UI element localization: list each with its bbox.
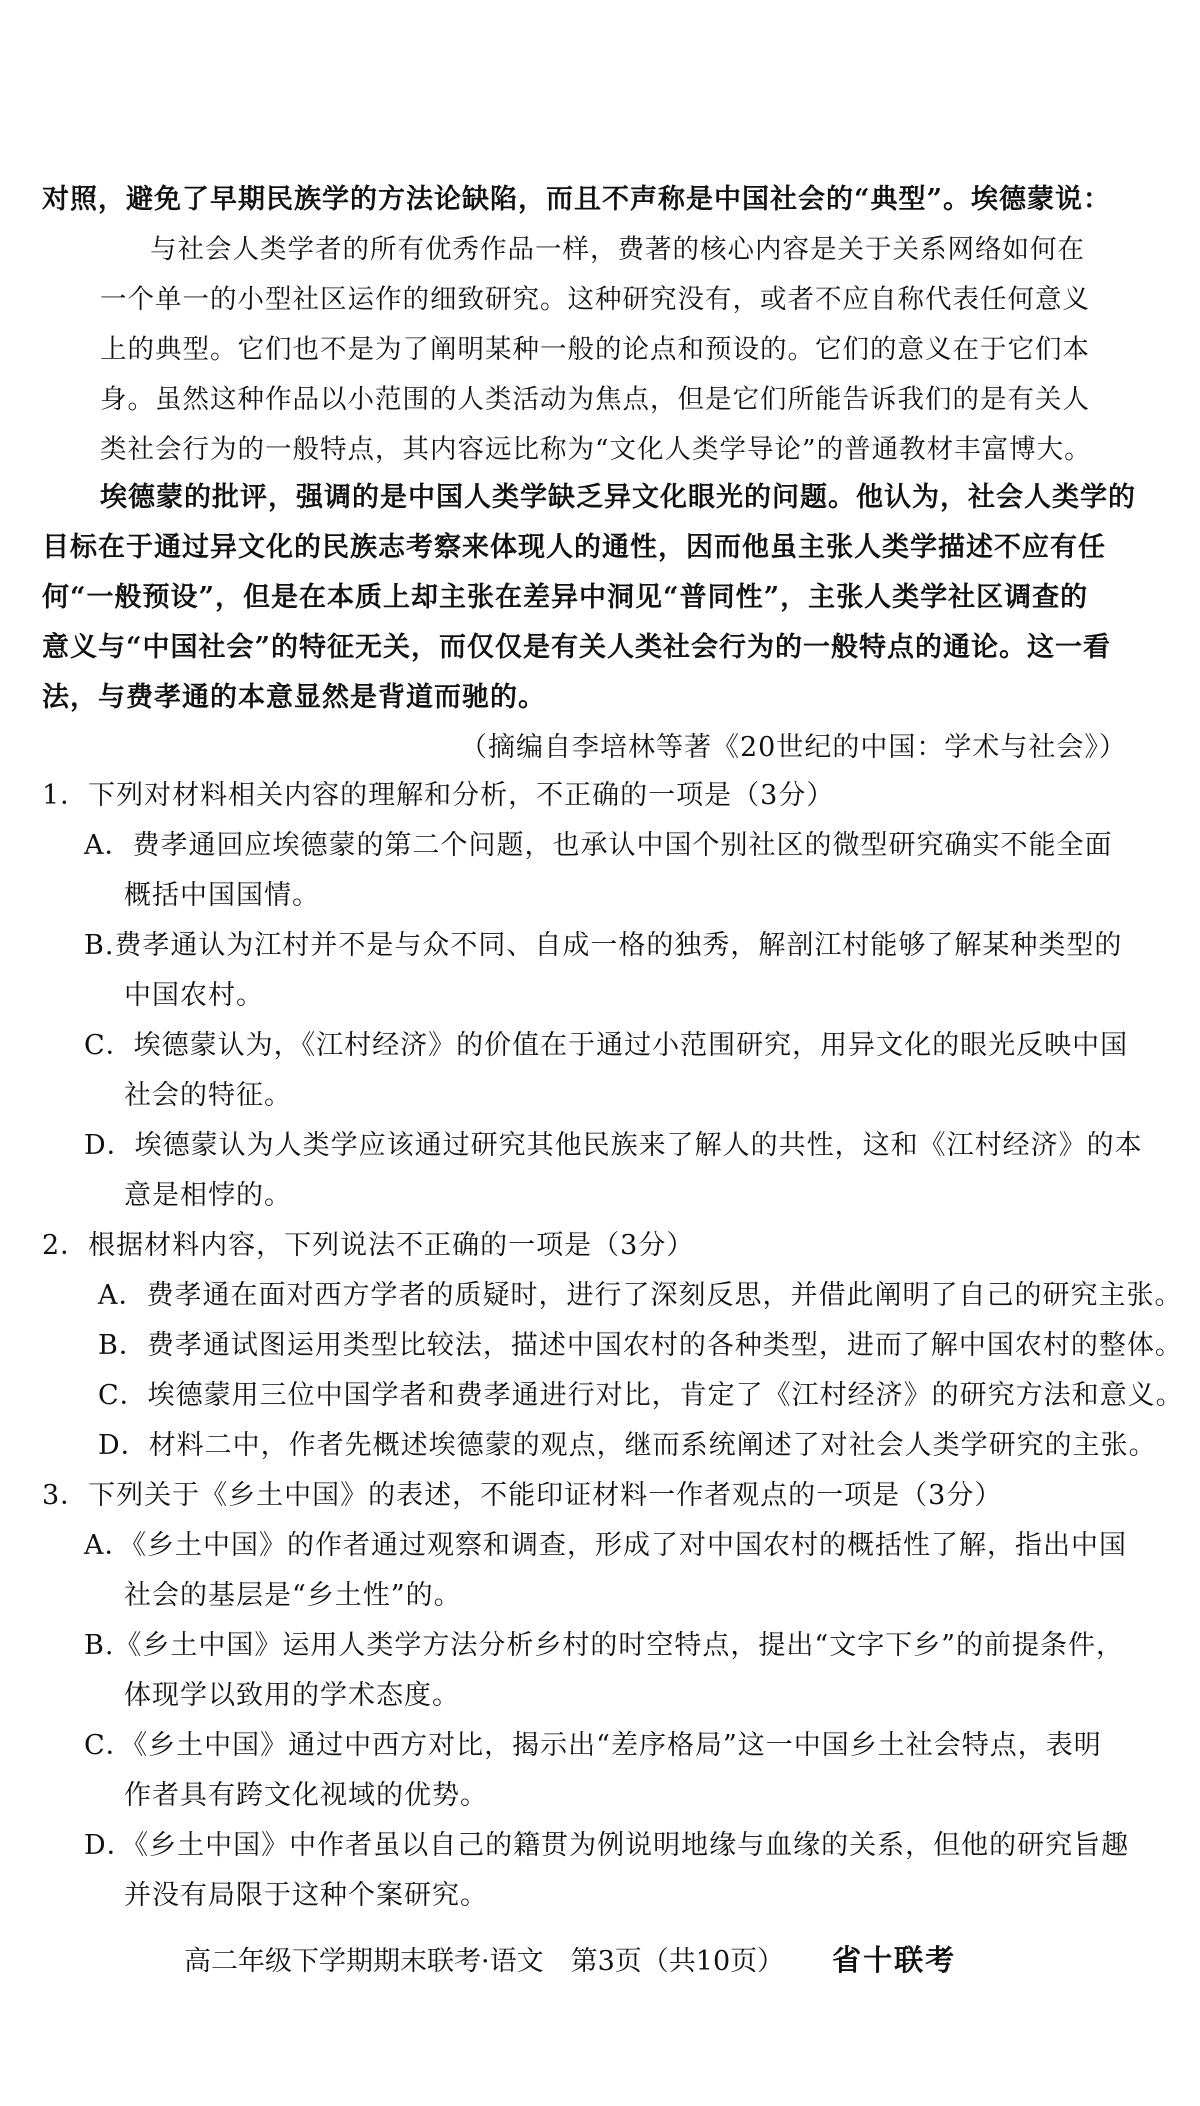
question-1-option-a: A．费孝通回应埃德蒙的第二个问题，也承认中国个别社区的微型研究确实不能全面 xyxy=(84,830,1113,861)
quote-line-3: 上的典型。它们也不是为了阐明某种一般的论点和预设的。它们的意义在于它们本 xyxy=(100,334,1090,365)
question-1-option-c: C．埃德蒙认为，《江村经济》的价值在于通过小范围研究，用异文化的眼光反映中国 xyxy=(84,1030,1129,1061)
question-3-option-b: B.《乡土中国》运用人类学方法分析乡村的时空特点，提出“文字下乡”的前提条件， xyxy=(84,1630,1125,1661)
question-3-option-a: A．《乡土中国》的作者通过观察和调查，形成了对中国农村的概括性了解，指出中国 xyxy=(84,1530,1127,1561)
question-3-option-b-cont: 体现学以致用的学术态度。 xyxy=(124,1680,460,1711)
question-2-option-b: B．费孝通试图运用类型比较法，描述中国农村的各种类型，进而了解中国农村的整体。 xyxy=(98,1330,1183,1361)
quote-line-4: 身。虽然这种作品以小范围的人类活动为焦点，但是它们所能告诉我们的是有关人 xyxy=(100,384,1090,415)
question-3-option-d-cont: 并没有局限于这种个案研究。 xyxy=(124,1880,488,1911)
question-1-stem: 1．下列对材料相关内容的理解和分析，不正确的一项是（3分） xyxy=(42,780,835,811)
question-2-stem: 2．根据材料内容，下列说法不正确的一项是（3分） xyxy=(42,1230,695,1261)
question-1-option-b: B.费孝通认为江村并不是与众不同、自成一格的独秀，解剖江村能够了解某种类型的 xyxy=(84,930,1123,961)
footer-brand: 省十联考 xyxy=(832,1943,957,1977)
quote-line-1: 与社会人类学者的所有优秀作品一样，费著的核心内容是关于关系网络如何在 xyxy=(150,234,1085,265)
quote-line-5: 类社会行为的一般特点，其内容远比称为“文化人类学导论”的普通教材丰富博大。 xyxy=(100,434,1092,465)
question-2-option-d: D．材料二中，作者先概述埃德蒙的观点，继而系统阐述了对社会人类学研究的主张。 xyxy=(98,1430,1157,1461)
question-1-option-d: D．埃德蒙认为人类学应该通过研究其他民族来了解人的共性，这和《江村经济》的本 xyxy=(84,1130,1143,1161)
intro-line: 对照，避免了早期民族学的方法论缺陷，而且不声称是中国社会的“典型”。埃德蒙说： xyxy=(42,184,1112,215)
body-line-2: 目标在于通过异文化的民族志考察来体现人的通性，因而他虽主张人类学描述不应有任 xyxy=(42,532,1106,563)
body-line-4: 意义与“中国社会”的特征无关，而仅仅是有关人类社会行为的一般特点的通论。这一看 xyxy=(42,632,1112,663)
footer-exam-info: 高二年级下学期期末联考·语文 第3页（共10页） xyxy=(184,1946,785,1977)
question-3-option-a-cont: 社会的基层是“乡土性”的。 xyxy=(124,1580,462,1611)
question-1-option-d-cont: 意是相悖的。 xyxy=(124,1180,292,1211)
question-2-option-c: C．埃德蒙用三位中国学者和费孝通进行对比，肯定了《江村经济》的研究方法和意义。 xyxy=(98,1380,1184,1411)
question-1-option-b-cont: 中国农村。 xyxy=(124,980,264,1011)
body-line-5: 法，与费孝通的本意显然是背道而驰的。 xyxy=(42,682,546,713)
question-3-option-c-cont: 作者具有跨文化视域的优势。 xyxy=(124,1780,488,1811)
source-citation: （摘编自李培林等著《20世纪的中国：学术与社会》） xyxy=(460,732,1127,763)
question-3-option-d: D．《乡土中国》中作者虽以自己的籍贯为例说明地缘与血缘的关系，但他的研究旨趣 xyxy=(84,1830,1130,1861)
question-3-stem: 3．下列关于《乡土中国》的表述，不能印证材料一作者观点的一项是（3分） xyxy=(42,1480,1003,1511)
quote-line-2: 一个单一的小型社区运作的细致研究。这种研究没有，或者不应自称代表任何意义 xyxy=(100,284,1090,315)
question-1-option-a-cont: 概括中国国情。 xyxy=(124,880,320,911)
question-1-option-c-cont: 社会的特征。 xyxy=(124,1080,292,1111)
body-line-3: 何“一般预设”，但是在本质上却主张在差异中洞见“普同性”，主张人类学社区调查的 xyxy=(42,582,1089,613)
question-2-option-a: A．费孝通在面对西方学者的质疑时，进行了深刻反思，并借此阐明了自己的研究主张。 xyxy=(98,1280,1183,1311)
page-footer xyxy=(184,1940,956,1982)
question-3-option-c: C．《乡土中国》通过中西方对比，揭示出“差序格局”这一中国乡土社会特点，表明 xyxy=(84,1730,1102,1761)
body-line-1: 埃德蒙的批评，强调的是中国人类学缺乏异文化眼光的问题。他认为，社会人类学的 xyxy=(100,482,1136,513)
